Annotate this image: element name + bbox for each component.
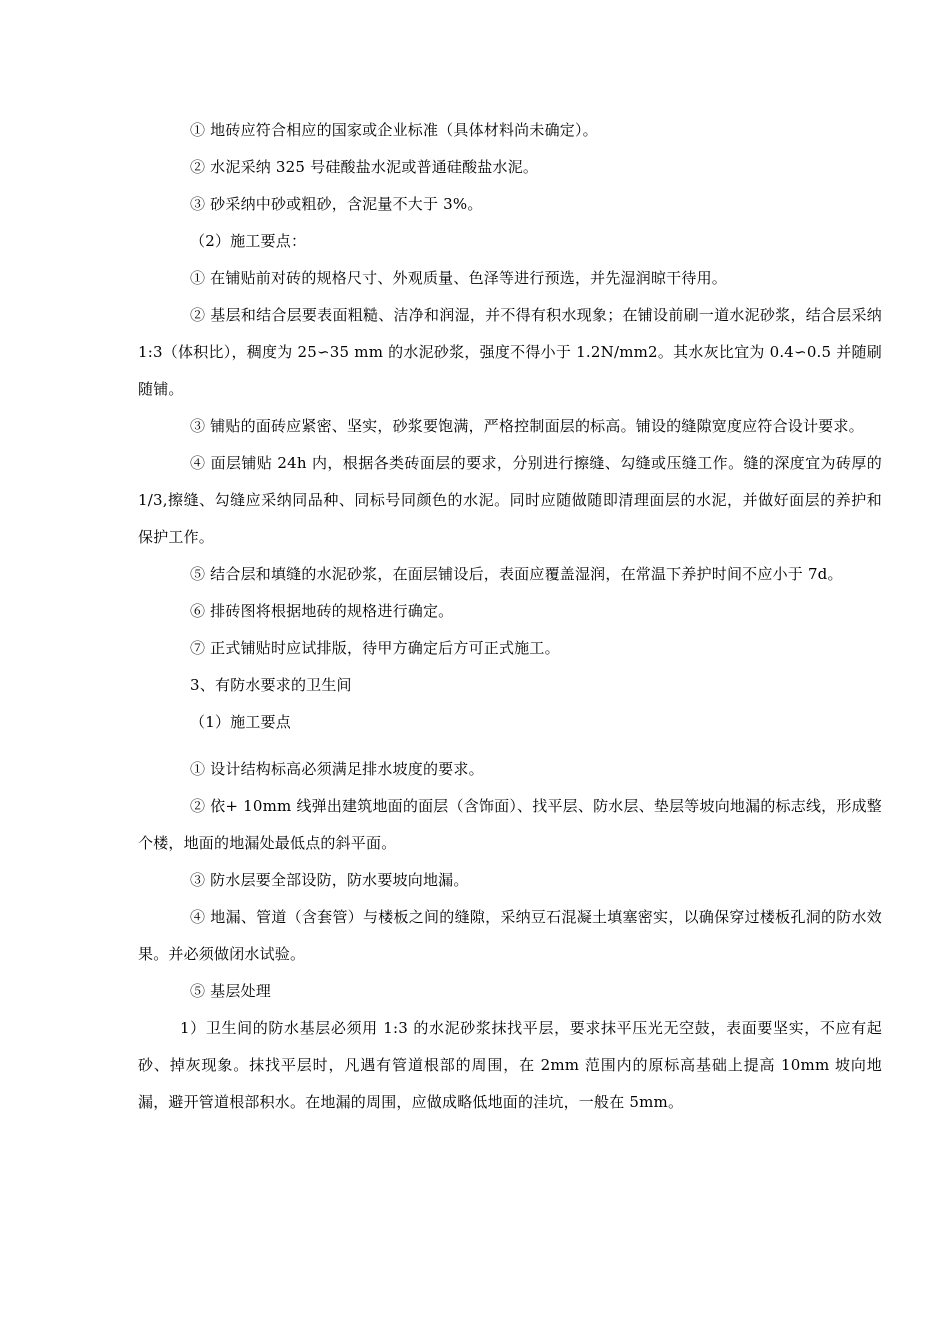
paragraph-base-treatment-heading: ⑤ 基层处理 <box>190 982 271 1000</box>
paragraph-slope-lines: ② 依+ 10mm 线弹出建筑地面的面层（含饰面）、找平层、防水层、垫层等坡向地漏的标志线，形成整个楼，地面的地漏处最低点的斜平面。 <box>138 797 882 852</box>
section-heading-construction-points: （2）施工要点： <box>190 232 307 250</box>
paragraph-waterproof-base: 1）卫生间的防水基层必须用 1:3 的水泥砂浆抹找平层，要求抹平压光无空鼓，表面要坚实，不应有起砂、掉灰现象。抹找平层时，凡遇有管道根部的周围，在 2mm 范围内的原标高基础上提高 10mm 坡向地漏，避开管道根部积水。在地漏的周围，应做成略低地面的洼坑，一般在 5mm。 <box>138 1019 882 1111</box>
paragraph-waterproof-layer: ③ 防水层要全部设防，防水要坡向地漏。 <box>190 871 469 889</box>
paragraph-base-bonding-layer: ② 基层和结合层要表面粗糙、洁净和润湿，并不得有积水现象；在铺设前刷一道水泥砂浆，结合层采纳 1:3（体积比），稠度为 25∽35 mm 的水泥砂浆，强度不得小于 1.2N/mm2。其水灰比宜为 0.4∽0.5 并随刷随铺。 <box>138 306 882 398</box>
document-body <box>138 112 882 1121</box>
paragraph-trial-layout: ⑦ 正式铺贴时应试排版，待甲方确定后方可正式施工。 <box>190 639 560 657</box>
paragraph-tile-laying: ③ 铺贴的面砖应紧密、坚实，砂浆要饱满，严格控制面层的标高。铺设的缝隙宽度应符合设计要求。 <box>190 417 864 435</box>
paragraph-material-sand: ③ 砂采纳中砂或粗砂，含泥量不大于 3%。 <box>190 195 483 213</box>
paragraph-tile-layout: ⑥ 排砖图将根据地砖的规格进行确定。 <box>190 602 454 620</box>
section-heading-waterproof-bathroom: 3、有防水要求的卫生间 <box>190 676 352 694</box>
subsection-heading-construction-points: （1）施工要点 <box>190 713 291 731</box>
paragraph-floor-drain-gaps: ④ 地漏、管道（含套管）与楼板之间的缝隙，采纳豆石混凝土填塞密实，以确保穿过楼板孔洞的防水效果。并必须做闭水试验。 <box>138 908 882 963</box>
paragraph-joint-work: ④ 面层铺贴 24h 内，根据各类砖面层的要求，分别进行擦缝、勾缝或压缝工作。缝的深度宜为砖厚的 1/3,擦缝、勾缝应采纳同品种、同标号同颜色的水泥。同时应随做随即清理面层的水泥，并做好面层的养护和保护工作。 <box>138 454 882 546</box>
paragraph-material-cement: ② 水泥采纳 325 号硅酸盐水泥或普通硅酸盐水泥。 <box>190 158 539 176</box>
paragraph-preselect-tiles: ① 在铺贴前对砖的规格尺寸、外观质量、色泽等进行预选，并先湿润晾干待用。 <box>190 269 727 287</box>
paragraph-design-elevation: ① 设计结构标高必须满足排水坡度的要求。 <box>190 760 484 778</box>
paragraph-material-tile-standard: ① 地砖应符合相应的国家或企业标准（具体材料尚未确定）。 <box>190 121 598 139</box>
paragraph-curing: ⑤ 结合层和填缝的水泥砂浆，在面层铺设后，表面应覆盖湿润，在常温下养护时间不应小于 7d。 <box>190 565 843 583</box>
